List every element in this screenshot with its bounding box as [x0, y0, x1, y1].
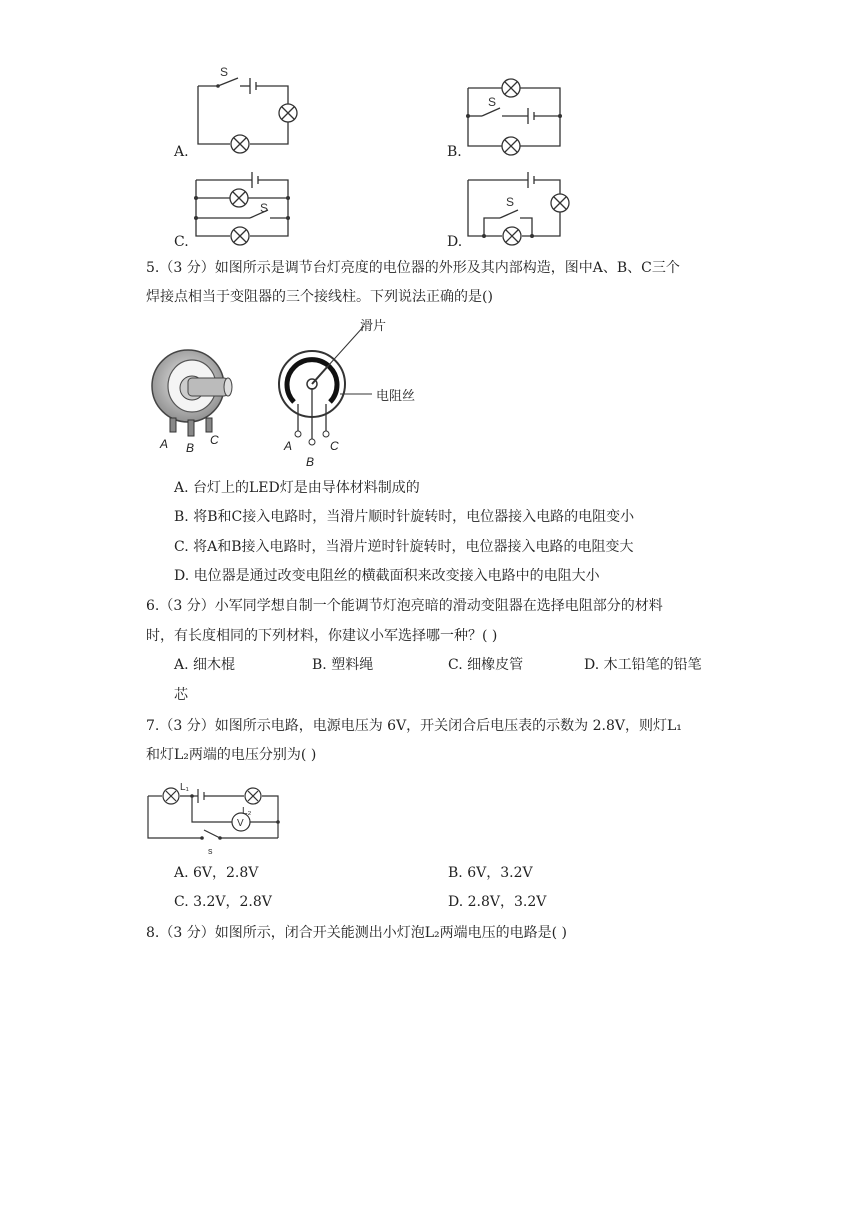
pin-c-label: C: [330, 439, 339, 453]
switch-label: S: [260, 201, 269, 215]
q8-stem: 8.（3 分）如图所示，闭合开关能测出小灯泡L₂两端电压的电路是( ): [146, 925, 567, 941]
q5-option-b[interactable]: B. 将B和C接入电路时，当滑片顺时针旋转时，电位器接入电路的电阻变小: [174, 509, 635, 525]
lamp-icon: [231, 227, 249, 245]
l1-label: L₁: [180, 782, 189, 793]
q6-option-b[interactable]: B. 塑料绳: [312, 657, 374, 673]
q4-option-c-label: C.: [174, 234, 189, 250]
l2-label: L₂: [242, 806, 252, 817]
q6-stem-line2: 时，有长度相同的下列材料，你建议小军选择哪一种？( ): [146, 628, 498, 644]
pin-b-label: B: [306, 455, 315, 469]
q7-option-b[interactable]: B. 6V，3.2V: [448, 865, 533, 881]
q7-option-a[interactable]: A. 6V，2.8V: [174, 865, 259, 881]
lamp-icon: [551, 194, 569, 212]
voltmeter-label: V: [237, 818, 244, 829]
lamp-icon: [502, 137, 520, 155]
q7-option-d[interactable]: D. 2.8V，3.2V: [448, 894, 547, 910]
q6-option-d-continued: 芯: [174, 687, 188, 703]
q6-option-d[interactable]: D. 木工铅笔的铅笔: [584, 657, 702, 673]
lamp-icon: [502, 79, 520, 97]
slider-label: 滑片: [360, 318, 387, 333]
pin-a-label: A: [284, 439, 293, 453]
q6-option-a[interactable]: A. 细木棍: [174, 657, 236, 673]
q4-option-a-circuit: [190, 66, 310, 146]
resistance-wire-label: 电阻丝: [376, 388, 416, 403]
potentiometer-interior-diagram: [272, 320, 442, 470]
q7-option-c[interactable]: C. 3.2V，2.8V: [174, 894, 272, 910]
switch-label: s: [208, 846, 213, 856]
lamp-icon: [503, 227, 521, 245]
q7-stem-line1: 7.（3 分）如图所示电路，电源电压为 6V，开关闭合后电压表的示数为 2.8V，则灯L₁: [146, 718, 682, 734]
potentiometer-exterior-image: [148, 344, 258, 454]
lamp-icon: [231, 135, 249, 153]
q5-option-c[interactable]: C. 将A和B接入电路时，当滑片逆时针旋转时，电位器接入电路的电阻变大: [174, 539, 634, 555]
q4-option-d-label: D.: [447, 234, 463, 250]
lamp-icon: [279, 104, 297, 122]
q5-stem-line2: 焊接点相当于变阻器的三个接线柱。下列说法正确的是(): [146, 289, 493, 305]
lamp-icon: [230, 189, 248, 207]
switch-label: S: [506, 195, 515, 209]
q7-stem-line2: 和灯L₂两端的电压分别为( ): [146, 747, 317, 763]
q4-option-b-label: B.: [447, 144, 462, 160]
q7-circuit-diagram: [146, 780, 296, 860]
switch-label: S: [220, 65, 229, 79]
q5-stem-line1: 5.（3 分）如图所示是调节台灯亮度的电位器的外形及其内部构造，图中A、B、C三个: [146, 260, 680, 276]
q4-option-b-circuit: [466, 80, 576, 150]
q4-option-c-circuit: [194, 172, 304, 252]
pin-c-label: C: [210, 433, 219, 447]
pin-b-label: B: [186, 441, 195, 455]
pin-a-label: A: [160, 437, 169, 451]
q6-option-c[interactable]: C. 细橡皮管: [448, 657, 524, 673]
q4-option-d-circuit: [466, 172, 586, 252]
lamp-icon: [245, 788, 261, 804]
q5-option-a[interactable]: A. 台灯上的LED灯是由导体材料制成的: [174, 480, 420, 496]
lamp-icon: [163, 788, 179, 804]
q4-option-a-label: A.: [174, 144, 189, 160]
q6-stem-line1: 6.（3 分）小军同学想自制一个能调节灯泡亮暗的滑动变阻器在选择电阻部分的材料: [146, 598, 663, 614]
switch-label: S: [488, 95, 497, 109]
q5-option-d[interactable]: D. 电位器是通过改变电阻丝的横截面积来改变接入电路中的电阻大小: [174, 568, 600, 584]
